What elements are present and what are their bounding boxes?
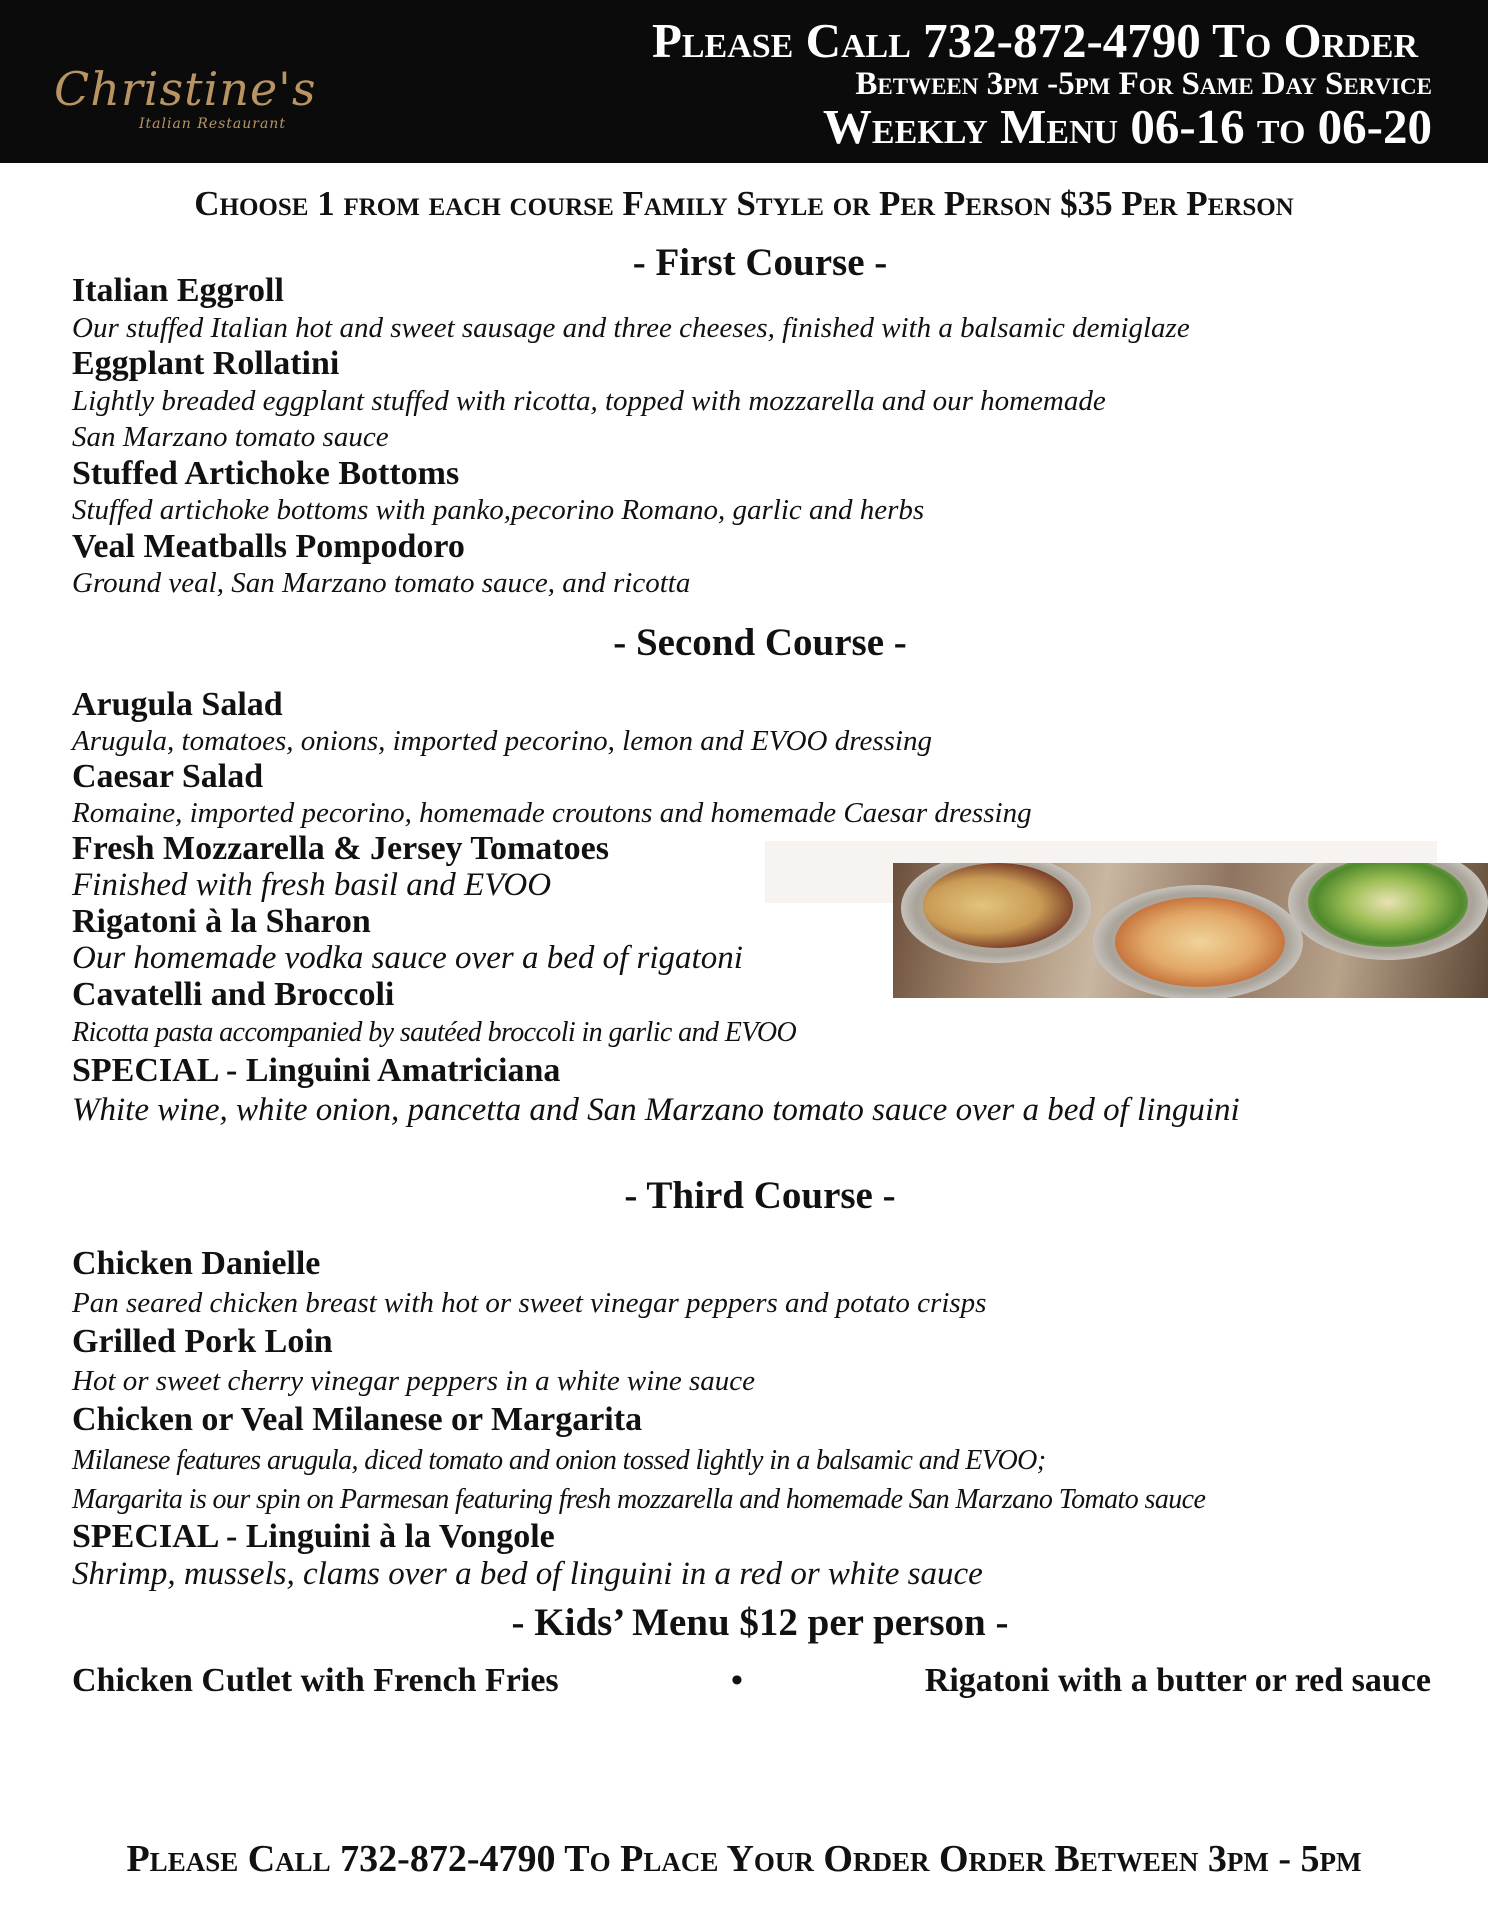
kids-item: Chicken Cutlet with French Fries <box>72 1662 559 1699</box>
logo-script: Christine's <box>54 62 317 116</box>
dish-description: Milanese features arugula, diced tomato and onion tossed lightly in a balsamic and EVOO; <box>72 1445 1046 1476</box>
restaurant-logo <box>24 18 317 153</box>
dish-name: SPECIAL - Linguini Amatriciana <box>72 1052 561 1089</box>
dish-name: Stuffed Artichoke Bottoms <box>72 455 460 492</box>
dish-description: Hot or sweet cherry vinegar peppers in a white wine sauce <box>72 1365 755 1397</box>
dish-description: Ground veal, San Marzano tomato sauce, and ricotta <box>72 567 691 599</box>
dish-name: Rigatoni à la Sharon <box>72 903 371 940</box>
pricing-subheading: Choose 1 from each course Family Style or Per Person $35 Per Person <box>194 184 1294 223</box>
dish-description-continued: San Marzano tomato sauce <box>72 421 389 453</box>
dish-name: Italian Eggroll <box>72 272 284 309</box>
dish-description: White wine, white onion, pancetta and San Marzano tomato sauce over a bed of linguini <box>72 1092 1240 1128</box>
dish-description: Pan seared chicken breast with hot or sweet vinegar peppers and potato crisps <box>72 1287 987 1319</box>
dish-description: Our homemade vodka sauce over a bed of rigatoni <box>72 940 743 976</box>
dish-name: Chicken or Veal Milanese or Margarita <box>72 1401 643 1438</box>
kids-menu-title: - Kids’ Menu $12 per person - <box>511 1601 1009 1644</box>
dish-description: Stuffed artichoke bottoms with panko,pecorino Romano, garlic and herbs <box>72 494 925 526</box>
kids-separator: • <box>731 1662 743 1699</box>
dish-name: SPECIAL - Linguini à la Vongole <box>72 1518 555 1555</box>
kids-item: Rigatoni with a butter or red sauce <box>924 1662 1431 1699</box>
third-course-title: - Third Course - <box>624 1174 896 1217</box>
weekly-menu-dates: Weekly Menu 06-16 to 06-20 <box>822 99 1432 154</box>
dish-name: Grilled Pork Loin <box>72 1323 333 1360</box>
dish-description: Finished with fresh basil and EVOO <box>72 867 552 903</box>
dish-description: Ricotta pasta accompanied by sautéed broccoli in garlic and EVOO <box>72 1017 797 1048</box>
second-course-title: - Second Course - <box>613 621 907 664</box>
call-to-order-line: Please Call 732-872-4790 To Order <box>651 13 1418 68</box>
logo-tagline: Italian Restaurant <box>139 116 286 132</box>
dish-name: Fresh Mozzarella & Jersey Tomatoes <box>72 830 609 867</box>
dish-description: Our stuffed Italian hot and sweet sausage and three cheeses, finished with a balsamic demiglaze <box>72 312 1190 344</box>
first-course-title: - First Course - <box>632 241 888 284</box>
service-hours-line: Between 3pm -5pm For Same Day Service <box>855 66 1432 102</box>
dish-name: Caesar Salad <box>72 758 264 795</box>
dish-description-continued: Margarita is our spin on Parmesan featuring fresh mozzarella and homemade San Marzano Tomato sauce <box>72 1484 1206 1515</box>
dish-name: Chicken Danielle <box>72 1245 321 1282</box>
dish-name: Arugula Salad <box>72 686 283 723</box>
dish-description: Lightly breaded eggplant stuffed with ricotta, topped with mozzarella and our homemade <box>72 385 1106 417</box>
dish-description: Arugula, tomatoes, onions, imported pecorino, lemon and EVOO dressing <box>72 725 932 757</box>
dish-name: Cavatelli and Broccoli <box>72 976 395 1013</box>
dish-description: Shrimp, mussels, clams over a bed of linguini in a red or white sauce <box>72 1556 983 1592</box>
dish-name: Veal Meatballs Pompodoro <box>72 528 465 565</box>
footer-call-to-order: Please Call 732-872-4790 To Place Your Order Order Between 3pm - 5pm <box>126 1838 1362 1880</box>
dish-description: Romaine, imported pecorino, homemade croutons and homemade Caesar dressing <box>72 797 1032 829</box>
pasta-trays-photo <box>893 863 1488 998</box>
header-banner <box>0 0 1488 163</box>
dish-name: Eggplant Rollatini <box>72 345 340 382</box>
